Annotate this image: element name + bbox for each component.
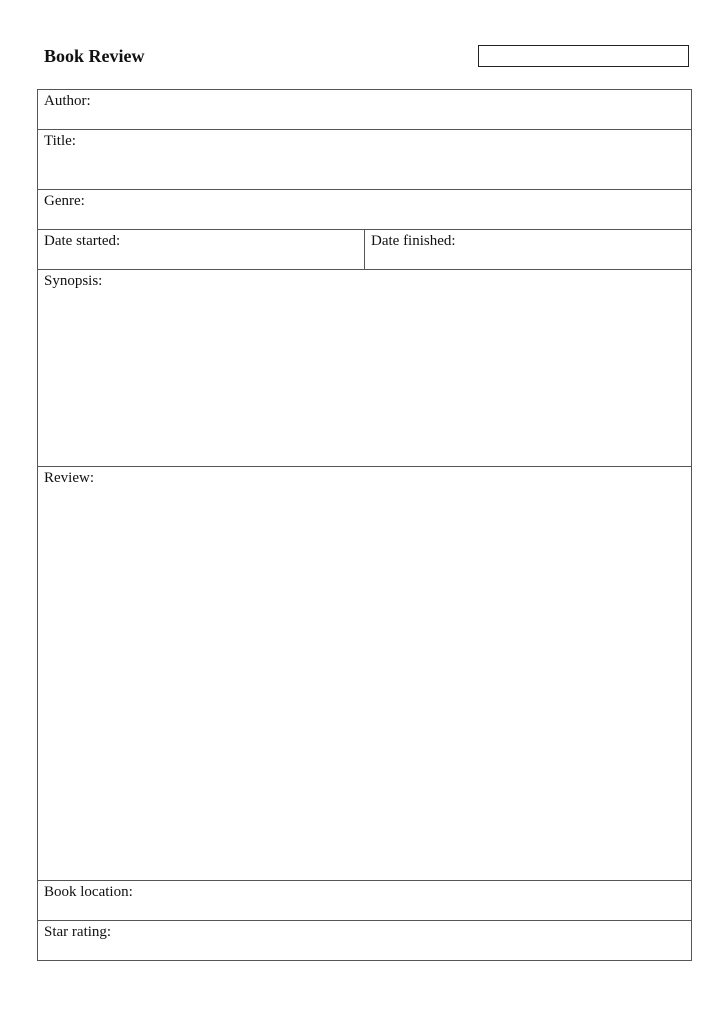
- review-row[interactable]: [38, 467, 691, 881]
- author-label: Author:: [44, 93, 91, 109]
- date-finished-label: Date finished:: [371, 233, 456, 249]
- page-title: Book Review: [44, 46, 145, 66]
- date-finished-cell[interactable]: [365, 230, 691, 269]
- author-row[interactable]: [38, 90, 691, 130]
- date-started-cell[interactable]: [38, 230, 365, 269]
- title-row[interactable]: [38, 130, 691, 190]
- date-started-label: Date started:: [44, 233, 121, 249]
- review-label: Review:: [44, 470, 94, 486]
- star-rating-row[interactable]: [38, 921, 691, 960]
- synopsis-row[interactable]: [38, 270, 691, 467]
- book-location-label: Book location:: [44, 884, 133, 900]
- synopsis-label: Synopsis:: [44, 273, 103, 289]
- title-label: Title:: [44, 133, 76, 149]
- star-rating-label: Star rating:: [44, 924, 112, 940]
- book-location-row[interactable]: [38, 881, 691, 921]
- dates-row: [38, 230, 691, 270]
- book-review-form: [37, 89, 692, 961]
- genre-label: Genre:: [44, 193, 85, 209]
- header-entry-box[interactable]: [478, 45, 689, 67]
- genre-row[interactable]: [38, 190, 691, 230]
